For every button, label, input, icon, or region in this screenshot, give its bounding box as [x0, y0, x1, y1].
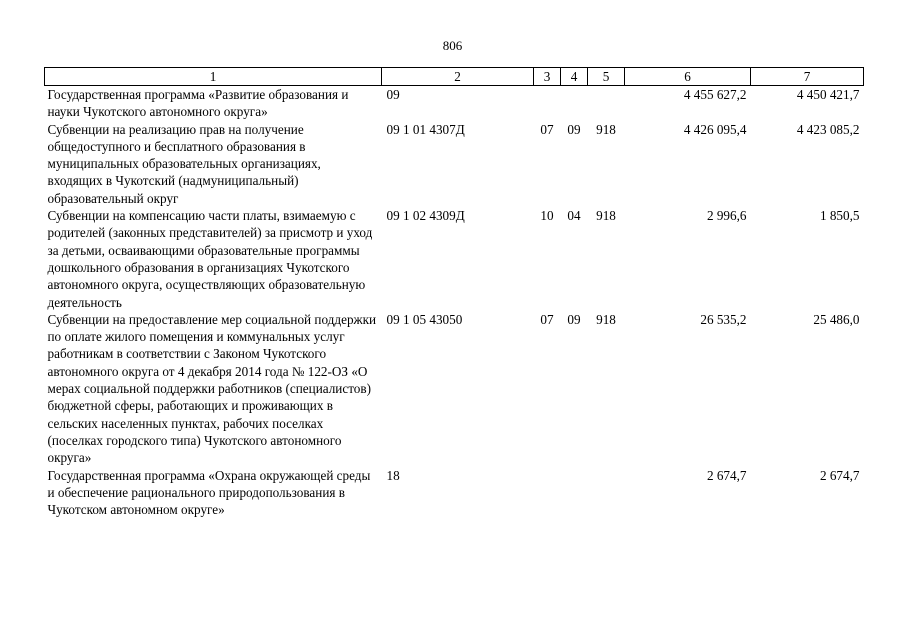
row-expense-type: 918 — [596, 121, 616, 137]
row-amount-2: 1 850,5 — [819, 208, 860, 224]
row-amount-1: 26 535,2 — [700, 311, 747, 327]
column-header-7: 7 — [751, 68, 864, 86]
row-subsection: 09 — [567, 311, 581, 327]
row-code: 09 — [386, 87, 400, 102]
row-name: Субвенции на компенсацию части платы, взимаемую с родителей (законных представителей) за присмотр и уход за детьми, осваивающими образовательные программы дошкольного образования в организациях Чукотского автономного округа, осуществляющих образовательную деятельность — [47, 208, 373, 310]
table-row — [45, 311, 864, 467]
row-name: Субвенции на реализацию прав на получение общедоступного и бесплатного образования в муниципальных образовательных организациях, входящих в Чукотский (надмуниципальный) образовательный округ — [47, 121, 321, 206]
row-code: 09 1 02 4309Д — [386, 208, 465, 224]
row-amount-2: 4 423 085,2 — [796, 121, 860, 137]
row-name: Субвенции на предоставление мер социальной поддержки по оплате жилого помещения и коммунальных услуг работникам в соответствии с Законом Чукотского автономного округа от 4 декабря 2014 года № 122-ОЗ «О мерах социальной поддержки работников (специалистов) бюджетной сферы, работающих и проживающих в сельских населенных пунктах, рабочих поселках (поселках городского типа) Чукотского автономного округа» — [47, 311, 377, 466]
table-row — [45, 86, 864, 121]
column-header-2: 2 — [382, 68, 534, 86]
row-amount-1: 2 996,6 — [706, 208, 747, 224]
row-amount-1: 4 426 095,4 — [683, 121, 747, 137]
row-amount-1: 4 455 627,2 — [683, 87, 747, 102]
row-expense-type: 918 — [596, 311, 616, 327]
row-subsection — [561, 86, 588, 121]
row-section — [534, 86, 561, 121]
row-name: Государственная программа «Развитие образования и науки Чукотского автономного округа» — [47, 87, 349, 120]
row-expense-type — [588, 86, 625, 121]
page-number: 806 — [442, 38, 463, 53]
table-row — [45, 121, 864, 207]
row-amount-2: 4 450 421,7 — [796, 87, 860, 102]
row-section: 07 — [540, 121, 554, 137]
row-subsection — [561, 467, 588, 519]
row-subsection: 09 — [567, 121, 581, 137]
column-header-4: 4 — [561, 68, 588, 86]
row-amount-1: 2 674,7 — [706, 467, 747, 483]
header-row — [45, 68, 864, 86]
row-subsection: 04 — [567, 208, 581, 224]
row-expense-type: 918 — [596, 208, 616, 224]
row-expense-type — [588, 467, 625, 519]
row-code: 18 — [386, 467, 400, 483]
row-section: 10 — [540, 208, 554, 224]
table-row — [45, 467, 864, 519]
column-header-3: 3 — [534, 68, 561, 86]
row-amount-2: 2 674,7 — [819, 467, 860, 483]
row-name: Государственная программа «Охрана окружающей среды и обеспечение рационального природопользования в Чукотском автономном округе» — [47, 467, 371, 518]
row-amount-2: 25 486,0 — [813, 311, 860, 327]
column-header-6: 6 — [625, 68, 751, 86]
row-code: 09 1 05 43050 — [386, 311, 463, 327]
budget-table — [44, 67, 864, 518]
row-code: 09 1 01 4307Д — [386, 121, 465, 137]
row-section: 07 — [540, 311, 554, 327]
row-section — [534, 467, 561, 519]
table-row — [45, 207, 864, 311]
column-header-1: 1 — [45, 68, 382, 86]
column-header-5: 5 — [588, 68, 625, 86]
